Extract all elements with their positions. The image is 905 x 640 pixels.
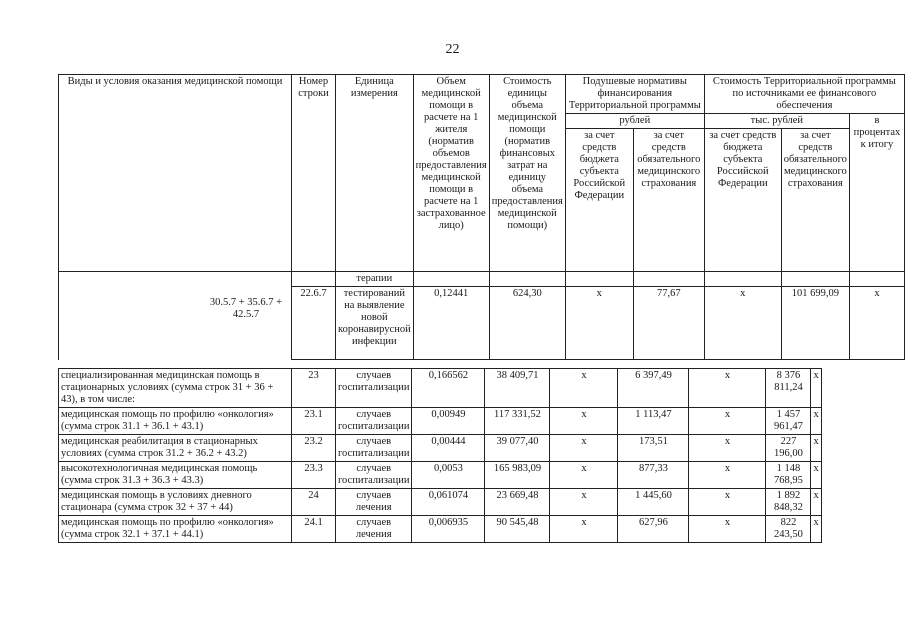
row-t-oms: 101 699,09 [781, 287, 849, 360]
row-formula: 30.5.7 + 35.6.7 + 42.5.7 [209, 297, 283, 320]
header-row-1 [59, 75, 905, 114]
row-percent: х [811, 369, 821, 408]
row-name: медицинская помощь по профилю «онкология» (сумма строк 31.1 + 36.1 + 43.1) [59, 408, 292, 435]
row-t-budget: х [689, 408, 766, 435]
table-row [59, 516, 822, 543]
row-volume: 0,00949 [412, 408, 485, 435]
row-volume: 0,061074 [412, 489, 485, 516]
table-row [59, 369, 822, 408]
row-percent: х [811, 435, 821, 462]
row-percent: х [849, 287, 904, 360]
row-pc-budget: х [550, 489, 618, 516]
row-pc-oms: 173,51 [618, 435, 689, 462]
header-t-budget: за счет средств бюджета субъекта Российской Федерации [704, 129, 781, 272]
row-percent: х [811, 489, 821, 516]
row-unit: тестирований на выявление новой коронавирусной инфекции [336, 287, 414, 360]
header-row-number: Номер строки [292, 75, 336, 272]
row-pc-oms: 77,67 [633, 287, 704, 360]
financing-table [58, 74, 905, 360]
row-t-oms: 1 892 848,32 [766, 489, 811, 516]
row-t-budget: х [689, 462, 766, 489]
row-pc-budget: х [550, 516, 618, 543]
row-number: 23.3 [292, 462, 336, 489]
row-t-oms: 8 376 811,24 [766, 369, 811, 408]
row-cost: 117 331,52 [485, 408, 550, 435]
row-t-oms: 1 148 768,95 [766, 462, 811, 489]
header-pc-budget: за счет средств бюджета субъекта Российской Федерации [565, 129, 633, 272]
header-type: Виды и условия оказания медицинской помощи [59, 75, 292, 272]
row-percent: х [811, 462, 821, 489]
row-t-budget: х [689, 489, 766, 516]
row-t-oms: 822 243,50 [766, 516, 811, 543]
row-volume: 0,006935 [412, 516, 485, 543]
row-name: медицинская помощь по профилю «онкология» (сумма строк 32.1 + 37.1 + 44.1) [59, 516, 292, 543]
header-unit-thousand-rub: тыс. рублей [704, 114, 849, 129]
header-percent: в процентах к итогу [849, 114, 904, 272]
row-pc-oms: 877,33 [618, 462, 689, 489]
header-unit-rub: рублей [565, 114, 704, 129]
row-t-oms: 227 196,00 [766, 435, 811, 462]
row-t-oms: 1 457 961,47 [766, 408, 811, 435]
row-t-budget: х [689, 435, 766, 462]
row-number: 24.1 [292, 516, 336, 543]
header-volume: Объем медицинской помощи в расчете на 1 жителя (норматив объемов предоставления медицинской помощи в расчете на 1 застрахованное лицо) [413, 75, 489, 272]
continuation-unit: терапии [336, 272, 414, 287]
row-pc-budget: х [550, 408, 618, 435]
page-number: 22 [445, 42, 460, 57]
row-pc-budget: х [550, 435, 618, 462]
row-pc-oms: 1 445,60 [618, 489, 689, 516]
row-unit: случаев госпитализации [336, 462, 412, 489]
row-t-budget: х [689, 516, 766, 543]
row-cost: 90 545,48 [485, 516, 550, 543]
row-cost: 165 983,09 [485, 462, 550, 489]
header-t-oms: за счет средств обязательного медицинского страхования [781, 129, 849, 272]
row-number: 23.1 [292, 408, 336, 435]
table-row [59, 489, 822, 516]
row-cost: 624,30 [489, 287, 565, 360]
row-cost: 39 077,40 [485, 435, 550, 462]
header-per-capita-group: Подушевые нормативы финансирования Территориальной программы [565, 75, 704, 114]
row-volume: 0,00444 [412, 435, 485, 462]
header-unit: Единица измерения [336, 75, 414, 272]
row-unit: случаев госпитализации [336, 369, 412, 408]
row-cost: 23 669,48 [485, 489, 550, 516]
row-unit: случаев госпитализации [336, 408, 412, 435]
continuation-row [59, 272, 905, 287]
row-t-budget: х [689, 369, 766, 408]
row-volume: 0,166562 [412, 369, 485, 408]
table-row [59, 435, 822, 462]
financing-table-body [58, 368, 822, 543]
row-number: 24 [292, 489, 336, 516]
row-pc-oms: 1 113,47 [618, 408, 689, 435]
row-pc-budget: х [550, 369, 618, 408]
row-number: 23.2 [292, 435, 336, 462]
header-territorial-group: Стоимость Территориальной программы по источниками ее финансового обеспечения [704, 75, 904, 114]
row-t-budget: х [704, 287, 781, 360]
row-unit: случаев лечения [336, 489, 412, 516]
row-unit: случаев лечения [336, 516, 412, 543]
row-number: 22.6.7 [292, 287, 336, 360]
table-row [59, 462, 822, 489]
row-number: 23 [292, 369, 336, 408]
row-pc-budget: х [550, 462, 618, 489]
row-name: медицинская реабилитация в стационарных условиях (сумма строк 31.2 + 36.2 + 43.2) [59, 435, 292, 462]
row-name: специализированная медицинская помощь в стационарных условиях (сумма строк 31 + 36 + 43), в том числе: [59, 369, 292, 408]
header-cost: Стоимость единицы объема медицинской помощи (норматив финансовых затрат на единицу объема предоставления медицинской помощи) [489, 75, 565, 272]
row-percent: х [811, 516, 821, 543]
row-name: медицинская помощь в условиях дневного стационара (сумма строк 32 + 37 + 44) [59, 489, 292, 516]
row-volume: 0,0053 [412, 462, 485, 489]
table-row [59, 408, 822, 435]
row-pc-oms: 6 397,49 [618, 369, 689, 408]
header-pc-oms: за счет средств обязательного медицинского страхования [633, 129, 704, 272]
row-percent: х [811, 408, 821, 435]
row-pc-oms: 627,96 [618, 516, 689, 543]
row-unit: случаев госпитализации [336, 435, 412, 462]
row-pc-budget: х [565, 287, 633, 360]
row-volume: 0,12441 [413, 287, 489, 360]
row-cost: 38 409,71 [485, 369, 550, 408]
row-name: высокотехнологичная медицинская помощь (сумма строк 31.3 + 36.3 + 43.3) [59, 462, 292, 489]
